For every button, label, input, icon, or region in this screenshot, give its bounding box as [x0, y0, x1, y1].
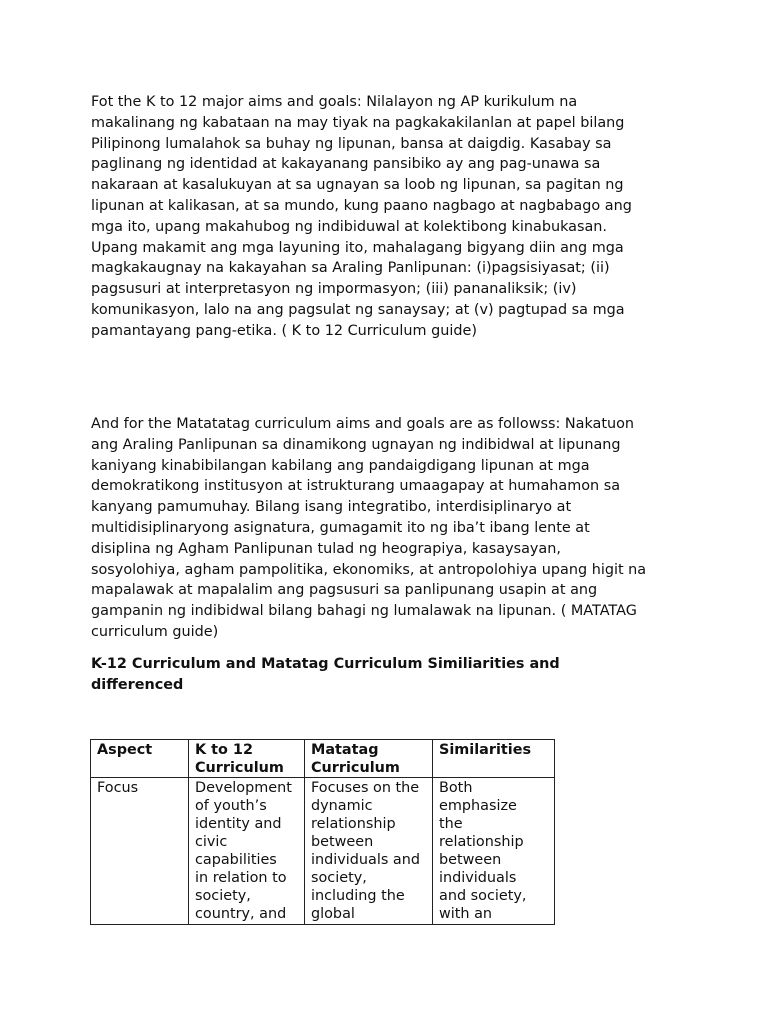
matatag-aims-paragraph: And for the Matatatag curriculum aims and goals are as followss: Nakatuon ang Araling Panlipunan sa dinamikong ugnayan ng indibidwal at lipunang kaniyang kinabibilangan kabilang ang pandaigdigang lipunan at mga demokratikong institusyon at istrukturang umaagapay at humahamon sa kanyang pamumuhay. Bilang isang integratibo, interdisiplinaryo at multidisiplinaryong asignatura, gumagamit ito ng iba’t ibang lente at disiplina ng Agham Panlipunan tulad ng heograpiya, kasaysayan, sosyolohiya, agham pampolitika, ekonomiks, at antropolohiya upang higit na mapalawak at mapalalim ang pagsusuri sa panlipunang usapin at ang gampanin ng indibidwal bilang bahagi ng lumalawak na lipunan. ( MATATAG curriculum guide): [91, 416, 647, 640]
k12-aims-paragraph: Fot the K to 12 major aims and goals: Nilalayon ng AP kurikulum na makalinang ng kabataan na may tiyak na pagkakakilanlan at papel bilang Pilipinong lumalahok sa buhay ng lipunan, bansa at daigdig. Kasabay sa paglinang ng identidad at kakayanang pansibiko ay ang pag-unawa sa nakaraan at kasalukuyan at sa ugnayan sa loob ng lipunan, sa pagitan ng lipunan at kalikasan, at sa mundo, kung paano nagbago at nagbabago ang mga ito, upang makahubog ng indibiduwal at kolektibong kinabukasan. Upang makamit ang mga layuning ito, mahalagang bigyang diin ang mga magkakaugnay na kakayahan sa Araling Panlipunan: (i)pagsisiyasat; (ii) pagsusuri at interpretasyon ng impormasyon; (iii) pananaliksik; (iv) komunikasyon, lalo na ang pagsulat ng sanaysay; at (v) pagtupad sa mga pamantayang pang-etika. ( K to 12 Curriculum guide): [91, 94, 632, 339]
table-header-row: [91, 740, 555, 778]
cell-matatag: Focuses on the dynamic relationship between individuals and society, including the global: [305, 778, 433, 925]
header-aspect: Aspect: [91, 740, 189, 778]
header-k12-curriculum: K to 12 Curriculum: [189, 740, 305, 778]
comparison-heading: K-12 Curriculum and Matatag Curriculum Similiarities and differenced: [91, 656, 560, 693]
cell-k12: Development of youth’s identity and civic capabilities in relation to society, country, and: [189, 778, 305, 925]
cell-aspect: Focus: [91, 778, 189, 925]
comparison-table: [90, 739, 555, 925]
header-similarities: Similarities: [433, 740, 555, 778]
table-row: [91, 778, 555, 925]
cell-similarities: Both emphasize the relationship between individuals and society, with an: [433, 778, 555, 925]
header-matatag-curriculum: Matatag Curriculum: [305, 740, 433, 778]
